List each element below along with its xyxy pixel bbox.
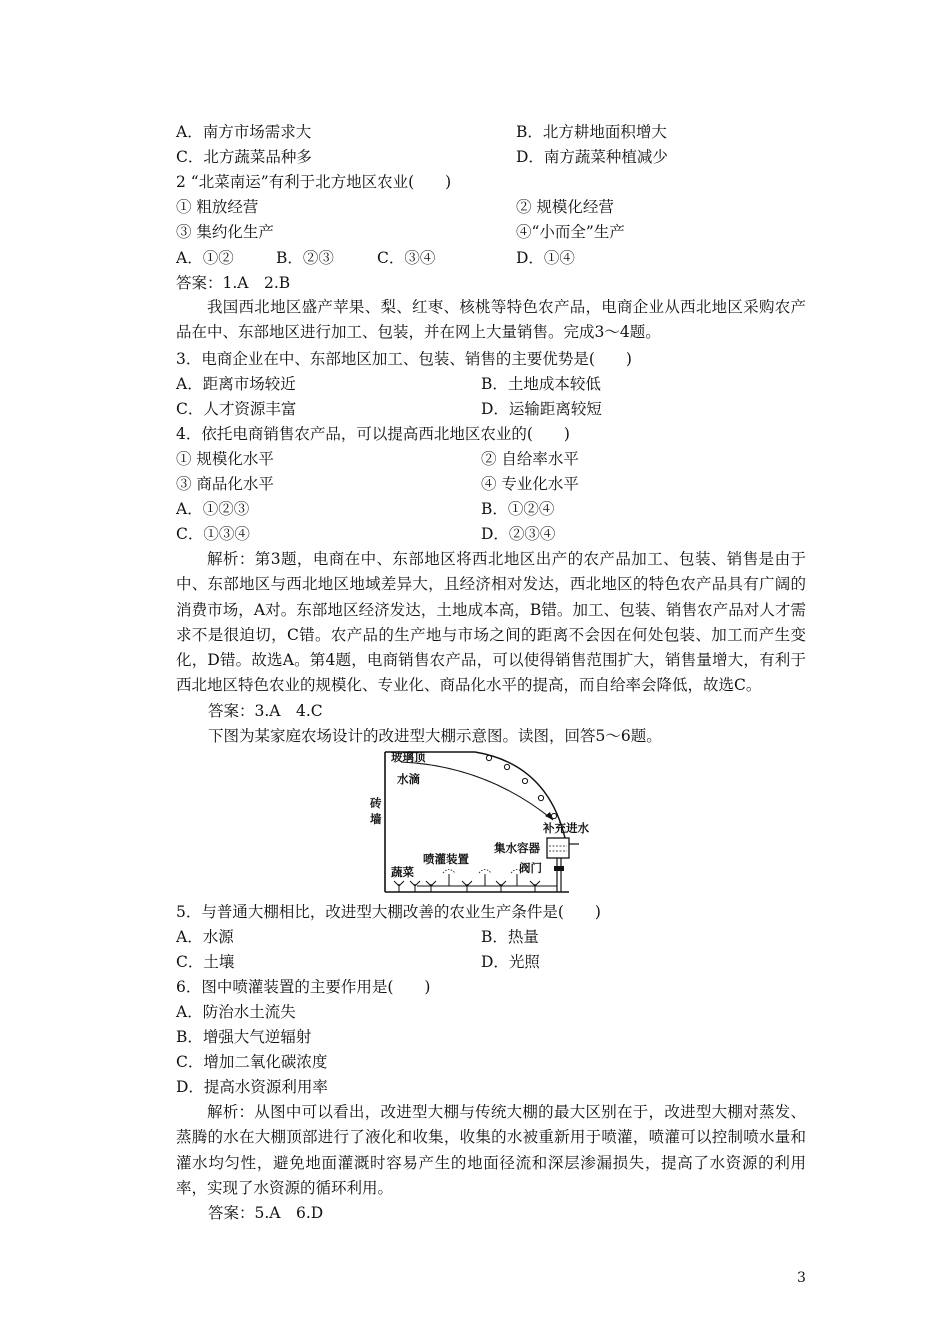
collector-box (547, 838, 569, 858)
q3-stem: 3．电商企业在中、东部地区加工、包装、销售的主要优势是( ) (176, 350, 632, 368)
q3-choice-a: A．距离市场较近 (176, 375, 296, 393)
q2-item-4: ④“小而全”生产 (516, 223, 625, 241)
q4-item-2: ② 自给率水平 (481, 450, 579, 468)
q4-choice-a: A．①②③ (176, 500, 250, 518)
greenhouse-diagram (357, 746, 597, 896)
label-water-drops: 水滴 (397, 772, 420, 786)
q1-option-b: B．北方耕地面积增大 (516, 123, 667, 141)
intro-3-4: 我国西北地区盛产苹果、梨、红枣、核桃等特色农产品，电商企业从西北地区采购农产品在中、东部地区进行加工、包装，并在网上大量销售。完成3～4题。 (176, 298, 806, 342)
q4-choice-b: B．①②④ (481, 500, 555, 518)
label-collector: 集水容器 (494, 841, 540, 855)
q4-choice-c: C．①③④ (176, 525, 250, 543)
q1-option-a: A．南方市场需求大 (176, 123, 312, 141)
q5-stem: 5．与普通大棚相比，改进型大棚改善的农业生产条件是( ) (176, 903, 601, 921)
q2-stem: 2 “北菜南运”有利于北方地区农业( ) (176, 173, 452, 191)
water-drop-icon (551, 813, 556, 818)
q4-item-3: ③ 商品化水平 (176, 475, 274, 493)
q3-choice-b: B．土地成本较低 (481, 375, 601, 393)
q5-choice-b: B．热量 (481, 928, 539, 946)
q2-item-2: ② 规模化经营 (516, 198, 614, 216)
q6-choice-a: A．防治水土流失 (176, 1003, 296, 1021)
answer-5-6: 答案：5.A 6.D (208, 1204, 324, 1222)
q5-choice-a: A．水源 (176, 928, 234, 946)
intro-5-6: 下图为某家庭农场设计的改进型大棚示意图。读图，回答5～6题。 (208, 727, 662, 745)
q6-choice-c: C．增加二氧化碳浓度 (176, 1053, 328, 1071)
q4-item-4: ④ 专业化水平 (481, 475, 579, 493)
q4-item-1: ① 规模化水平 (176, 450, 274, 468)
q2-choice-b: B．②③ (276, 249, 334, 267)
q3-choice-c: C．人才资源丰富 (176, 400, 297, 418)
water-drop-icon (504, 764, 509, 769)
label-valve: 阀门 (519, 861, 542, 875)
q6-choice-b: B．增强大气逆辐射 (176, 1028, 312, 1046)
q2-choice-a: A．①② (176, 249, 234, 267)
label-glass-roof: 玻璃顶 (391, 750, 426, 764)
answer-3-4: 答案：3.A 4.C (208, 702, 323, 720)
q5-choice-c: C．土壤 (176, 953, 235, 971)
label-sprinkler: 喷灌装置 (423, 852, 469, 866)
q2-choice-c: C．③④ (377, 249, 436, 267)
analysis-5-6: 解析：从图中可以看出，改进型大棚与传统大棚的最大区别在于，改进型大棚对蒸发、蒸腾的水在大棚顶部进行了液化和收集，收集的水被重新用于喷灌，喷灌可以控制喷水量和灌水均匀性，避免地面灌溉时容易产生的地面径流和深层渗漏损失，提高了水资源的利用率，实现了水资源的循环利用。 (176, 1103, 806, 1197)
page-number: 3 (797, 1270, 806, 1286)
drip-arrow-path (401, 762, 553, 820)
water-drop-icon (538, 795, 543, 800)
q2-item-3: ③ 集约化生产 (176, 223, 274, 241)
analysis-3-4: 解析：第3题，电商在中、东部地区将西北地区出产的农产品加工、包装、销售是由于中、东部地区与西北地区地域差异大，且经济相对发达，西北地区的特色农产品具有广阔的消费市场，A对。东部地区经济发达，土地成本高，B错。加工、包装、销售农产品对人才需求不是很迫切，C错。农产品的生产地与市场之间的距离不会因在何处包装、加工而产生变化，D错。故选A。第4题，电商销售农产品，可以使得销售范围扩大，销售量增大，有利于西北地区特色农业的规模化、专业化、商品化水平的提高，而自给率会降低，故选C。 (176, 550, 806, 695)
q1-option-d: D．南方蔬菜种植减少 (516, 148, 668, 166)
q2-item-1: ① 粗放经营 (176, 198, 259, 216)
label-brick-1: 砖 (370, 796, 382, 810)
q2-choice-d: D．①④ (516, 249, 575, 267)
label-brick-2: 墙 (370, 812, 382, 826)
label-vegetables: 蔬菜 (391, 865, 414, 879)
q4-choice-d: D．②③④ (481, 525, 556, 543)
label-refill: 补充进水 (543, 821, 589, 835)
q6-choice-d: D．提高水资源利用率 (176, 1078, 328, 1096)
answer-1-2: 答案：1.A 2.B (176, 274, 291, 292)
q4-stem: 4．依托电商销售农产品，可以提高西北地区农业的( ) (176, 425, 570, 443)
q1-option-c: C．北方蔬菜品种多 (176, 148, 312, 166)
water-drop-icon (522, 778, 527, 783)
q5-choice-d: D．光照 (481, 953, 540, 971)
q6-stem: 6．图中喷灌装置的主要作用是( ) (176, 978, 431, 996)
water-drop-icon (486, 755, 491, 760)
q3-choice-d: D．运输距离较短 (481, 400, 602, 418)
valve-icon (554, 866, 564, 871)
